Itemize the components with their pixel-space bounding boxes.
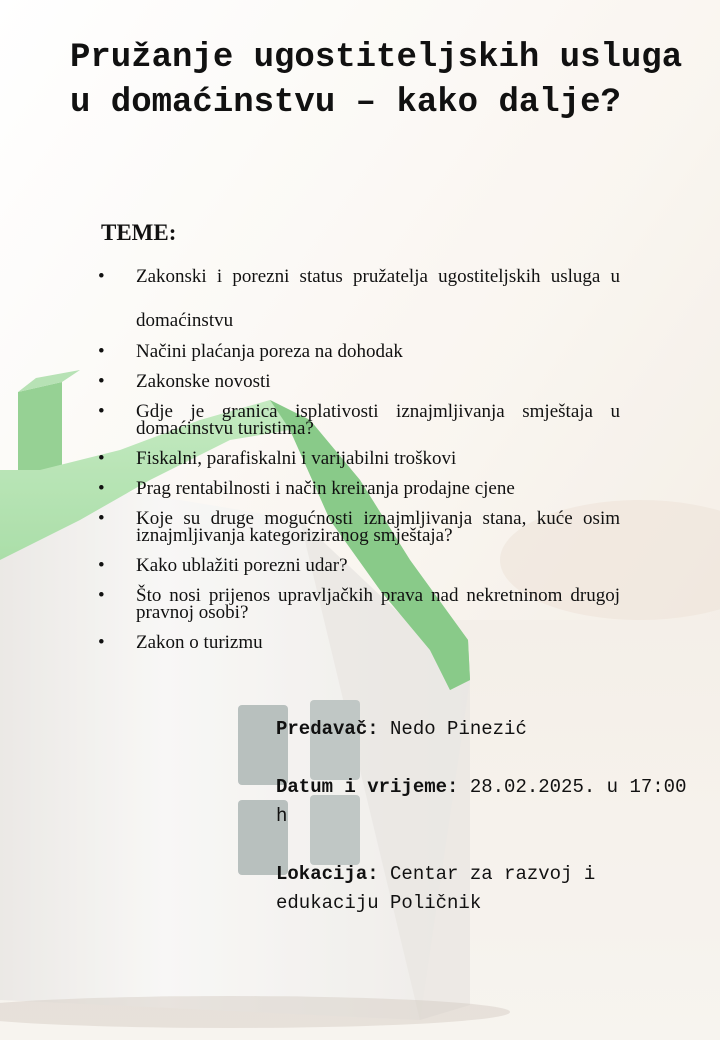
- location-line: [276, 860, 696, 918]
- page-title: Pružanje ugostiteljskih usluga u domaćinstvu – kako dalje?: [70, 39, 683, 122]
- lecturer-line: [276, 715, 696, 744]
- topics-list: [98, 266, 620, 664]
- datetime-line: [276, 773, 696, 831]
- list-item: • Kako ublažiti porezni udar?: [98, 557, 620, 574]
- list-item: • Koje su druge mogućnosti iznajmljivanja stana, kuće osim iznajmljivanja kategoriziranog smještaja?: [98, 510, 620, 544]
- topics-heading: TEME:: [101, 220, 177, 245]
- lecturer-name: Nedo Pinezić: [390, 718, 527, 740]
- location-label: Lokacija:: [276, 863, 379, 885]
- datetime-value: 28.02.2025. u 17:00 h: [276, 776, 687, 827]
- location-value: Centar za razvoj i edukaciju Poličnik: [276, 863, 596, 914]
- list-item: • Fiskalni, parafiskalni i varijabilni troškovi: [98, 450, 620, 467]
- list-item: • Načini plaćanja poreza na dohodak: [98, 343, 620, 360]
- lecturer-label: Predavač:: [276, 718, 379, 740]
- list-item: • Prag rentabilnosti i način kreiranja prodajne cjene: [98, 480, 620, 497]
- datetime-label: Datum i vrijeme:: [276, 776, 459, 798]
- event-info: [276, 715, 696, 947]
- list-item: • Zakonski i porezni status pružatelja ugostiteljskih usluga u domaćinstvu: [98, 255, 620, 343]
- list-item: • Zakonske novosti: [98, 373, 620, 390]
- list-item: • Što nosi prijenos upravljačkih prava nad nekretninom drugoj pravnoj osobi?: [98, 587, 620, 621]
- list-item: • Gdje je granica isplativosti iznajmljivanja smještaja u domaćinstvu turistima?: [98, 403, 620, 437]
- list-item: • Zakon o turizmu: [98, 634, 620, 651]
